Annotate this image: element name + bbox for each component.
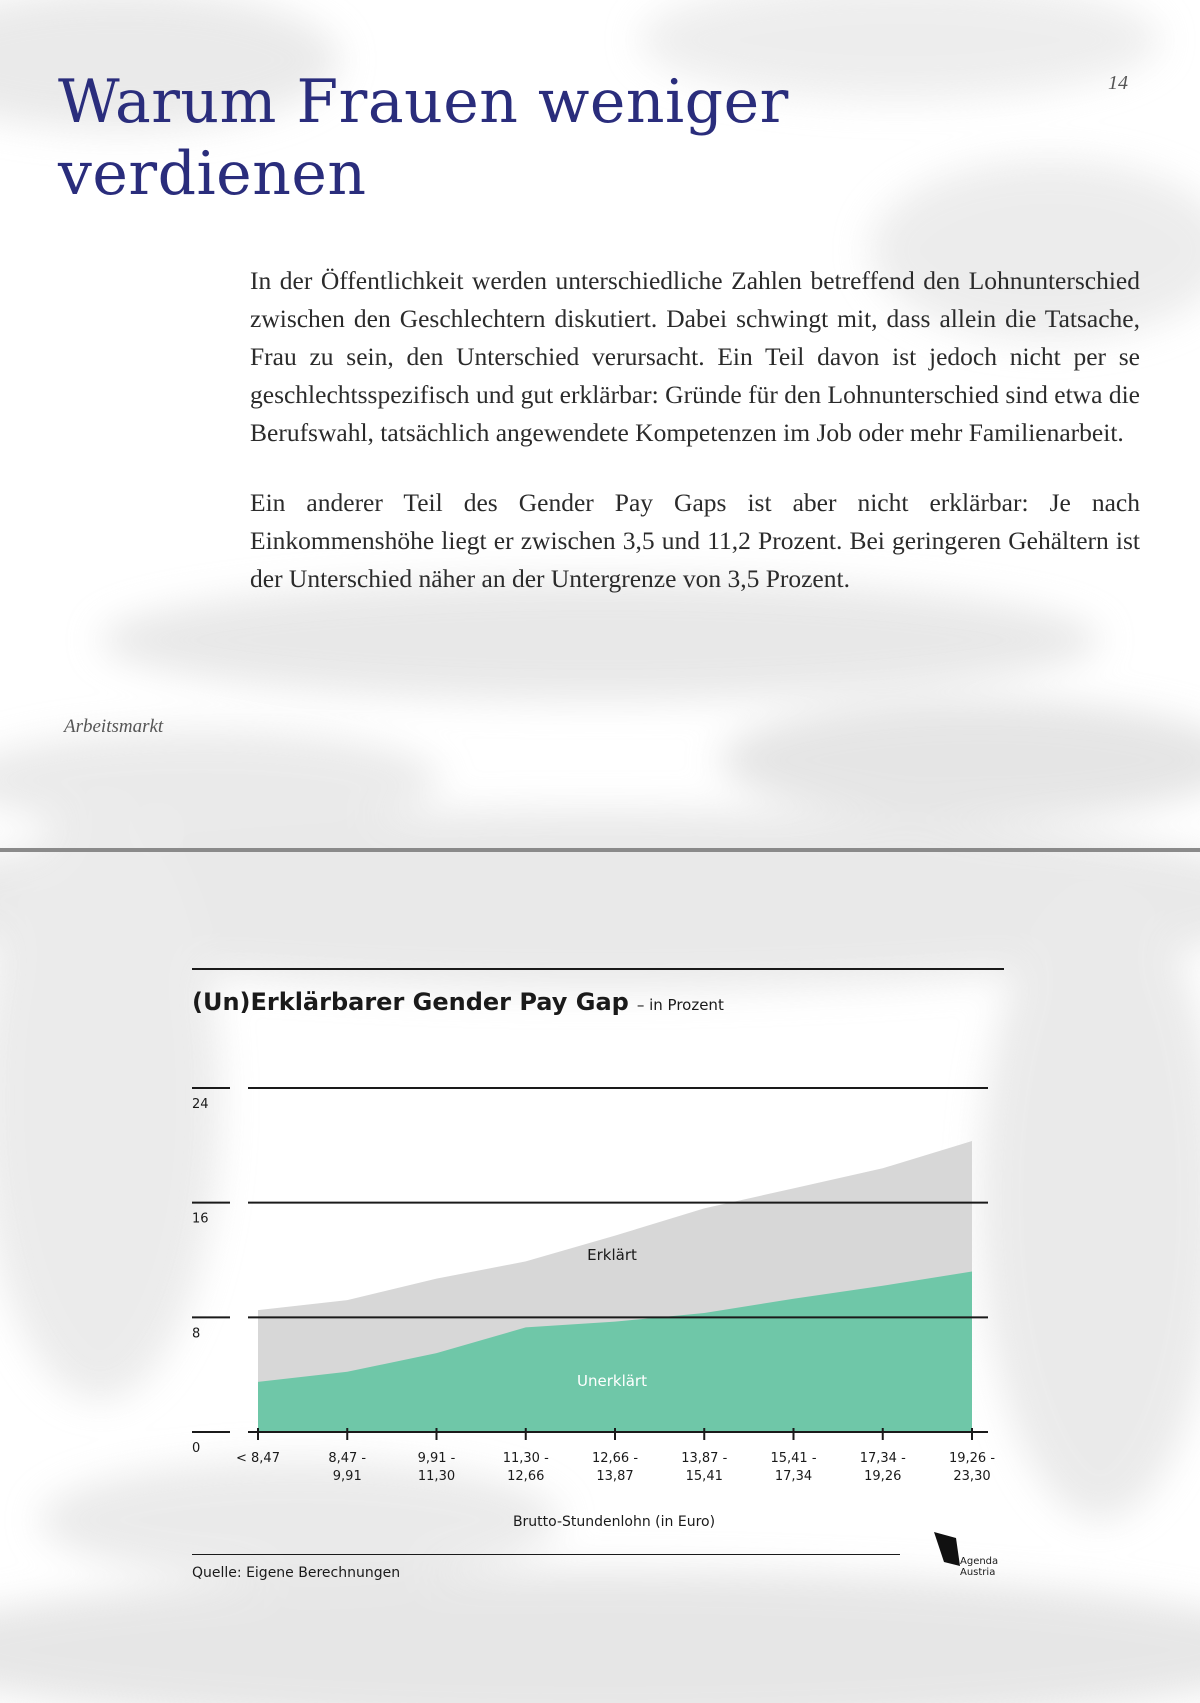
logo-text: [960, 1556, 998, 1578]
xtick-label-2-line2: 11,30: [417, 1469, 456, 1484]
x-axis-title: Brutto-Stundenlohn (in Euro): [512, 1514, 716, 1530]
xtick-label-2: 9,91 -: [417, 1451, 456, 1466]
xtick-label-8: 19,26 -: [948, 1451, 996, 1466]
logo-text-line-2: Austria: [960, 1567, 996, 1578]
chart-subtitle: – in Prozent: [636, 996, 724, 1014]
ytick-label-16: 16: [192, 1211, 209, 1227]
chart-source: Quelle: Eigene Berechnungen: [192, 1565, 401, 1581]
ytick-label-8: 8: [192, 1326, 201, 1342]
xtick-label-4-line2: 13,87: [596, 1469, 634, 1484]
paragraph-1: In der Öffentlichkeit werden unterschiedliche Zahlen betreffend den Lohnunterschied zwischen den Geschlechtern diskutiert. Dabei schwingt mit, dass allein die Tatsache, Frau zu sein, den Unterschied verursacht. Ein Teil davon ist jedoch nicht per se geschlechtsspezifisch und gut erklärbar: Gründe für den Lohnunterschied sind etwa die Berufswahl, tatsächlich angewendete Kompetenzen im Job oder mehr Familienarbeit.: [250, 266, 1140, 447]
logo-text-line-1: Agenda: [960, 1556, 999, 1567]
page-number: 14: [1108, 72, 1128, 94]
xtick-label-8-line2: 23,30: [953, 1469, 991, 1484]
page-title-line-2: verdienen: [58, 139, 367, 209]
page-title-line-1: Warum Frauen weniger: [58, 67, 789, 137]
section-label: Arbeitsmarkt: [64, 716, 164, 737]
paragraph-2: Ein anderer Teil des Gender Pay Gaps ist aber nicht erklärbar: Je nach Einkommenshöhe liegt er zwischen 3,5 und 11,2 Prozent. Bei geringeren Gehältern ist der Unterschied näher an der Untergrenze von 3,5 Prozent.: [250, 488, 1140, 593]
series-label-erklaert: Erklärt: [587, 1246, 637, 1264]
xtick-label-6-line2: 17,34: [774, 1469, 813, 1484]
xtick-label-7: 17,34 -: [859, 1451, 906, 1466]
xtick-label-5: 13,87 -: [681, 1451, 728, 1466]
xtick-label-5-line2: 15,41: [685, 1469, 723, 1484]
ytick-label-24: 24: [192, 1097, 209, 1112]
xtick-label-3: 11,30 -: [502, 1451, 549, 1466]
series-label-unerklaert: Unerklärt: [577, 1372, 647, 1390]
xtick-label-4: 12,66 -: [591, 1451, 639, 1466]
ytick-label-0: 0: [192, 1441, 201, 1456]
xtick-label-1: 8,47 -: [328, 1451, 367, 1466]
xtick-label-0: < 8,47: [236, 1451, 280, 1466]
xtick-label-3-line2: 12,66: [507, 1469, 545, 1484]
source-rule: [192, 1554, 900, 1555]
xtick-label-1-line2: 9,91: [332, 1469, 362, 1484]
chart-title-text: (Un)Erklärbarer Gender Pay Gap: [192, 988, 629, 1016]
xtick-label-6: 15,41 -: [770, 1451, 817, 1466]
xtick-label-7-line2: 19,26: [864, 1469, 902, 1484]
